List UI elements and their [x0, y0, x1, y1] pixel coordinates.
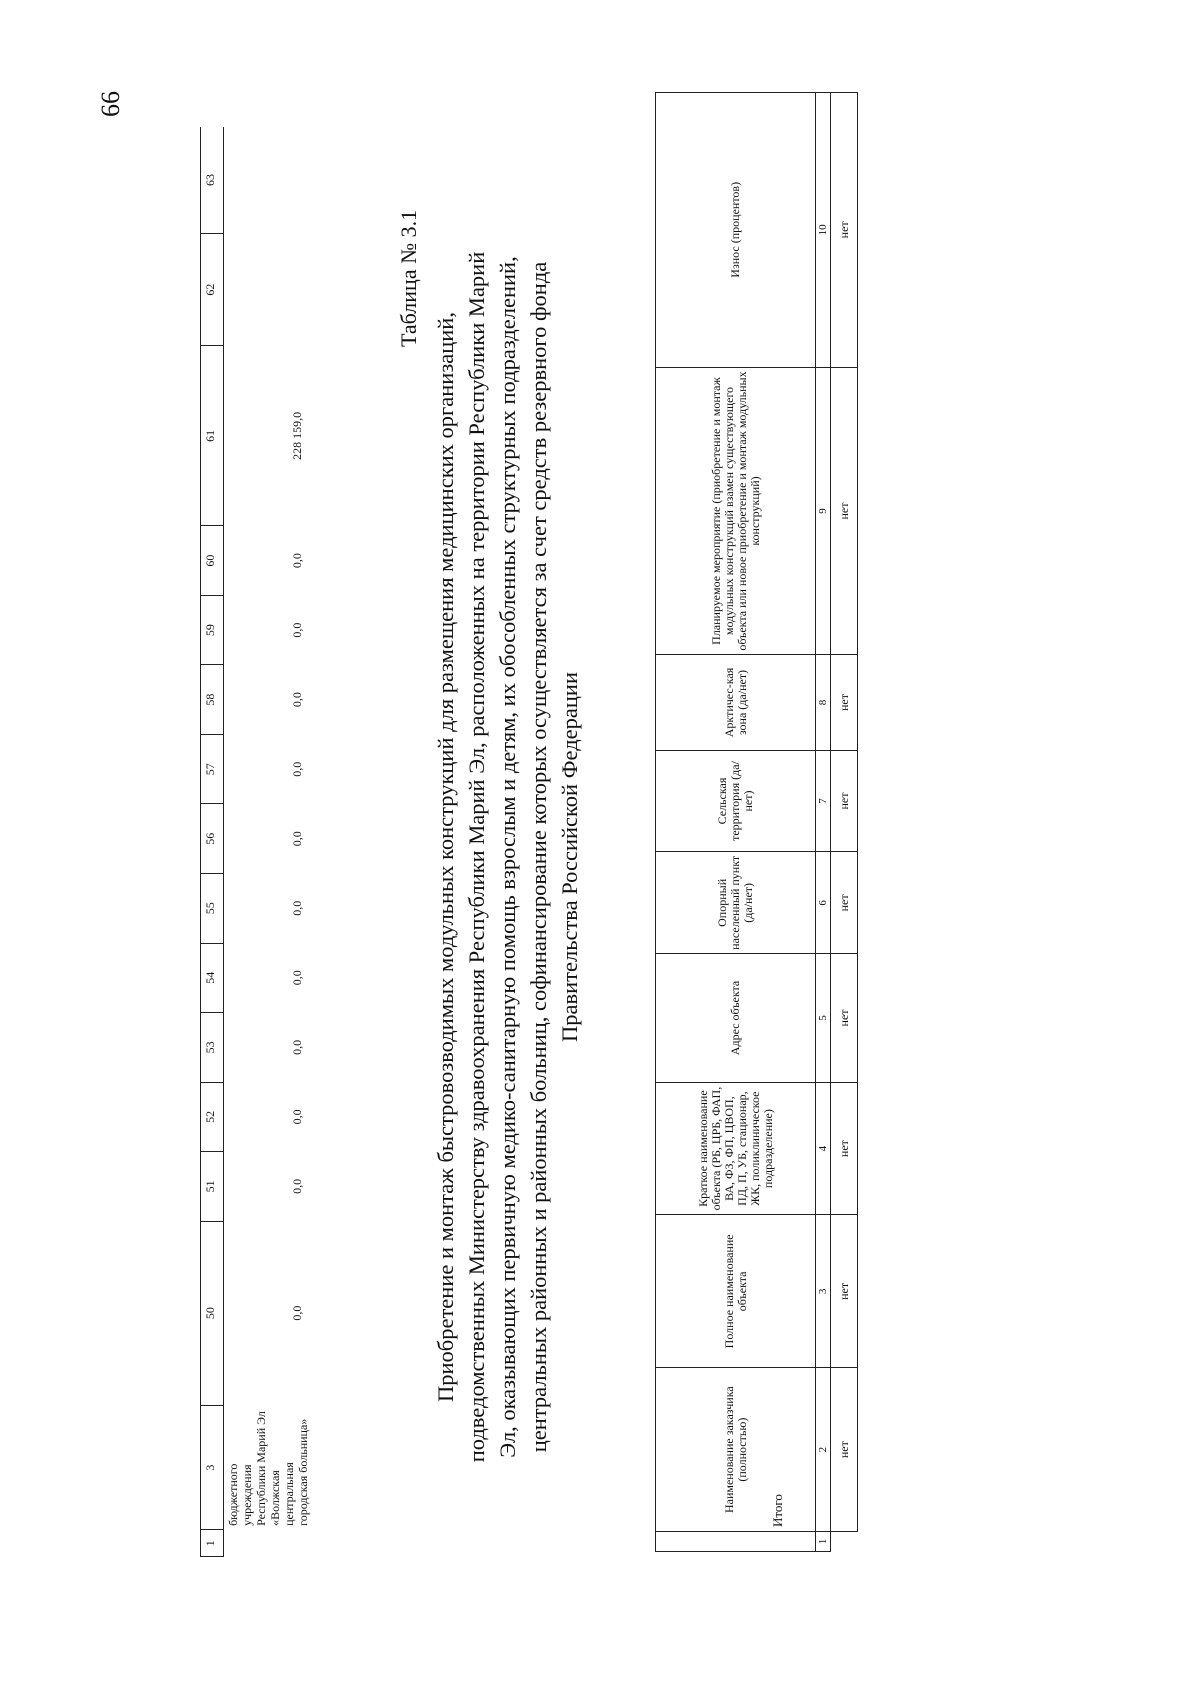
table-cell: нет: [831, 93, 858, 368]
table-cell: [224, 127, 413, 233]
table-cell: 0,0: [290, 761, 304, 777]
table-cell: 0,0: [290, 970, 304, 986]
column-number: 8: [816, 655, 831, 750]
col-header-rural: Сельская территория (да/нет): [656, 750, 816, 852]
table-label: Таблица № 3.1: [396, 209, 421, 347]
col-header: 59: [201, 595, 224, 665]
col-header-settlement: Опорный населенный пункт (да/нет): [656, 852, 816, 954]
col-header-wear: Износ (процентов): [656, 93, 816, 368]
table-cell: [224, 233, 413, 345]
table-cell: [224, 1530, 413, 1557]
column-number: 7: [816, 750, 831, 852]
col-header: 54: [201, 943, 224, 1013]
column-number: 1: [816, 1532, 831, 1552]
col-header: 55: [201, 873, 224, 943]
table-cell: 0,0: [290, 1305, 304, 1321]
page-number: 66: [96, 91, 125, 117]
table-cell: нет: [831, 655, 858, 750]
table-cell: нет: [831, 852, 858, 954]
table-cell: нет: [831, 954, 858, 1082]
col-header: 3: [201, 1405, 224, 1530]
col-header: 50: [201, 1221, 224, 1405]
header-row: [656, 93, 816, 1552]
table-cell: нет: [831, 1368, 858, 1532]
column-number: 10: [816, 93, 831, 368]
col-header: 1: [201, 1530, 224, 1557]
column-number: 4: [816, 1082, 831, 1215]
col-header: 63: [201, 127, 224, 233]
table-title: Приобретение и монтаж быстровозводимых модульных конструкций для размещения медицинских организаций, подведомственных Министерству здравоохранения Республики Марий Эл, расположенных на территории Республики Марий Эл, оказывающих первичную медико-санитарную помощь взрослым и детям, их обособленных структурных подразделений, центральных районных и районных больниц, софинансирование которых осуществляется за счет средств резервного фонда Правительства Российской Федерации: [433, 251, 582, 1463]
col-header-short-name: Краткое наименование объекта (РБ, ЦРБ, ФАП, ВА, ФЗ, ФП, ЦВОП, ПД, П, УБ, стационар, ЖК, поликлиническое подразделение): [656, 1082, 816, 1215]
col-header-arctic: Арктичес-кая зона (да/нет): [656, 655, 816, 750]
column-number: 9: [816, 367, 831, 655]
column-number: 3: [816, 1215, 831, 1368]
col-header: [656, 1532, 816, 1552]
col-header: 51: [201, 1152, 224, 1222]
table-cell: 0,0: [290, 831, 304, 847]
table-cell: нет: [831, 367, 858, 655]
col-header: 58: [201, 665, 224, 735]
col-header-planned-measure: Планируемое мероприятие (приобретение и монтаж модульных конструкций взамен существующего объекта или новое приобретение и монтаж модульных конструкций): [656, 367, 816, 655]
col-header: 56: [201, 804, 224, 874]
table-cell: нет: [831, 1215, 858, 1368]
table-cell: нет: [831, 1082, 858, 1215]
col-header-full-name: Полное наименование объекта: [656, 1215, 816, 1368]
header-row: [201, 127, 224, 1557]
col-header: 60: [201, 526, 224, 596]
col-header: 62: [201, 233, 224, 345]
column-number: 2: [816, 1368, 831, 1532]
organization-name: бюджетного учреждения Республики Марий Эл «Волжская центральная городская больница»: [226, 1411, 310, 1526]
continuation-table: [200, 127, 412, 1557]
col-header: 57: [201, 734, 224, 804]
table-cell: 0,0: [290, 553, 304, 569]
table-cell: 0,0: [290, 622, 304, 638]
total-label: Итого: [770, 1494, 785, 1527]
table-cell: 0,0: [290, 1039, 304, 1055]
col-header: 61: [201, 346, 224, 526]
modular-constructions-table: [655, 92, 858, 1552]
table-cell: 0,0: [290, 1109, 304, 1125]
col-header: 52: [201, 1082, 224, 1152]
col-header-address: Адрес объекта: [656, 954, 816, 1082]
table-cell: 0,0: [290, 900, 304, 916]
table-cell: нет: [831, 750, 858, 852]
table-cell: 0,0: [290, 1178, 304, 1194]
column-number: 5: [816, 954, 831, 1082]
column-number-row: [816, 93, 831, 1552]
table-row: [224, 127, 413, 1557]
table-cell: 0,0: [290, 692, 304, 708]
table-cell: [831, 1532, 858, 1552]
column-number: 6: [816, 852, 831, 954]
table-cell: 228 159,0: [290, 411, 304, 460]
table-row: [831, 93, 858, 1552]
col-header: 53: [201, 1013, 224, 1083]
col-header-customer: Наименование заказчика (полностью): [656, 1368, 816, 1532]
